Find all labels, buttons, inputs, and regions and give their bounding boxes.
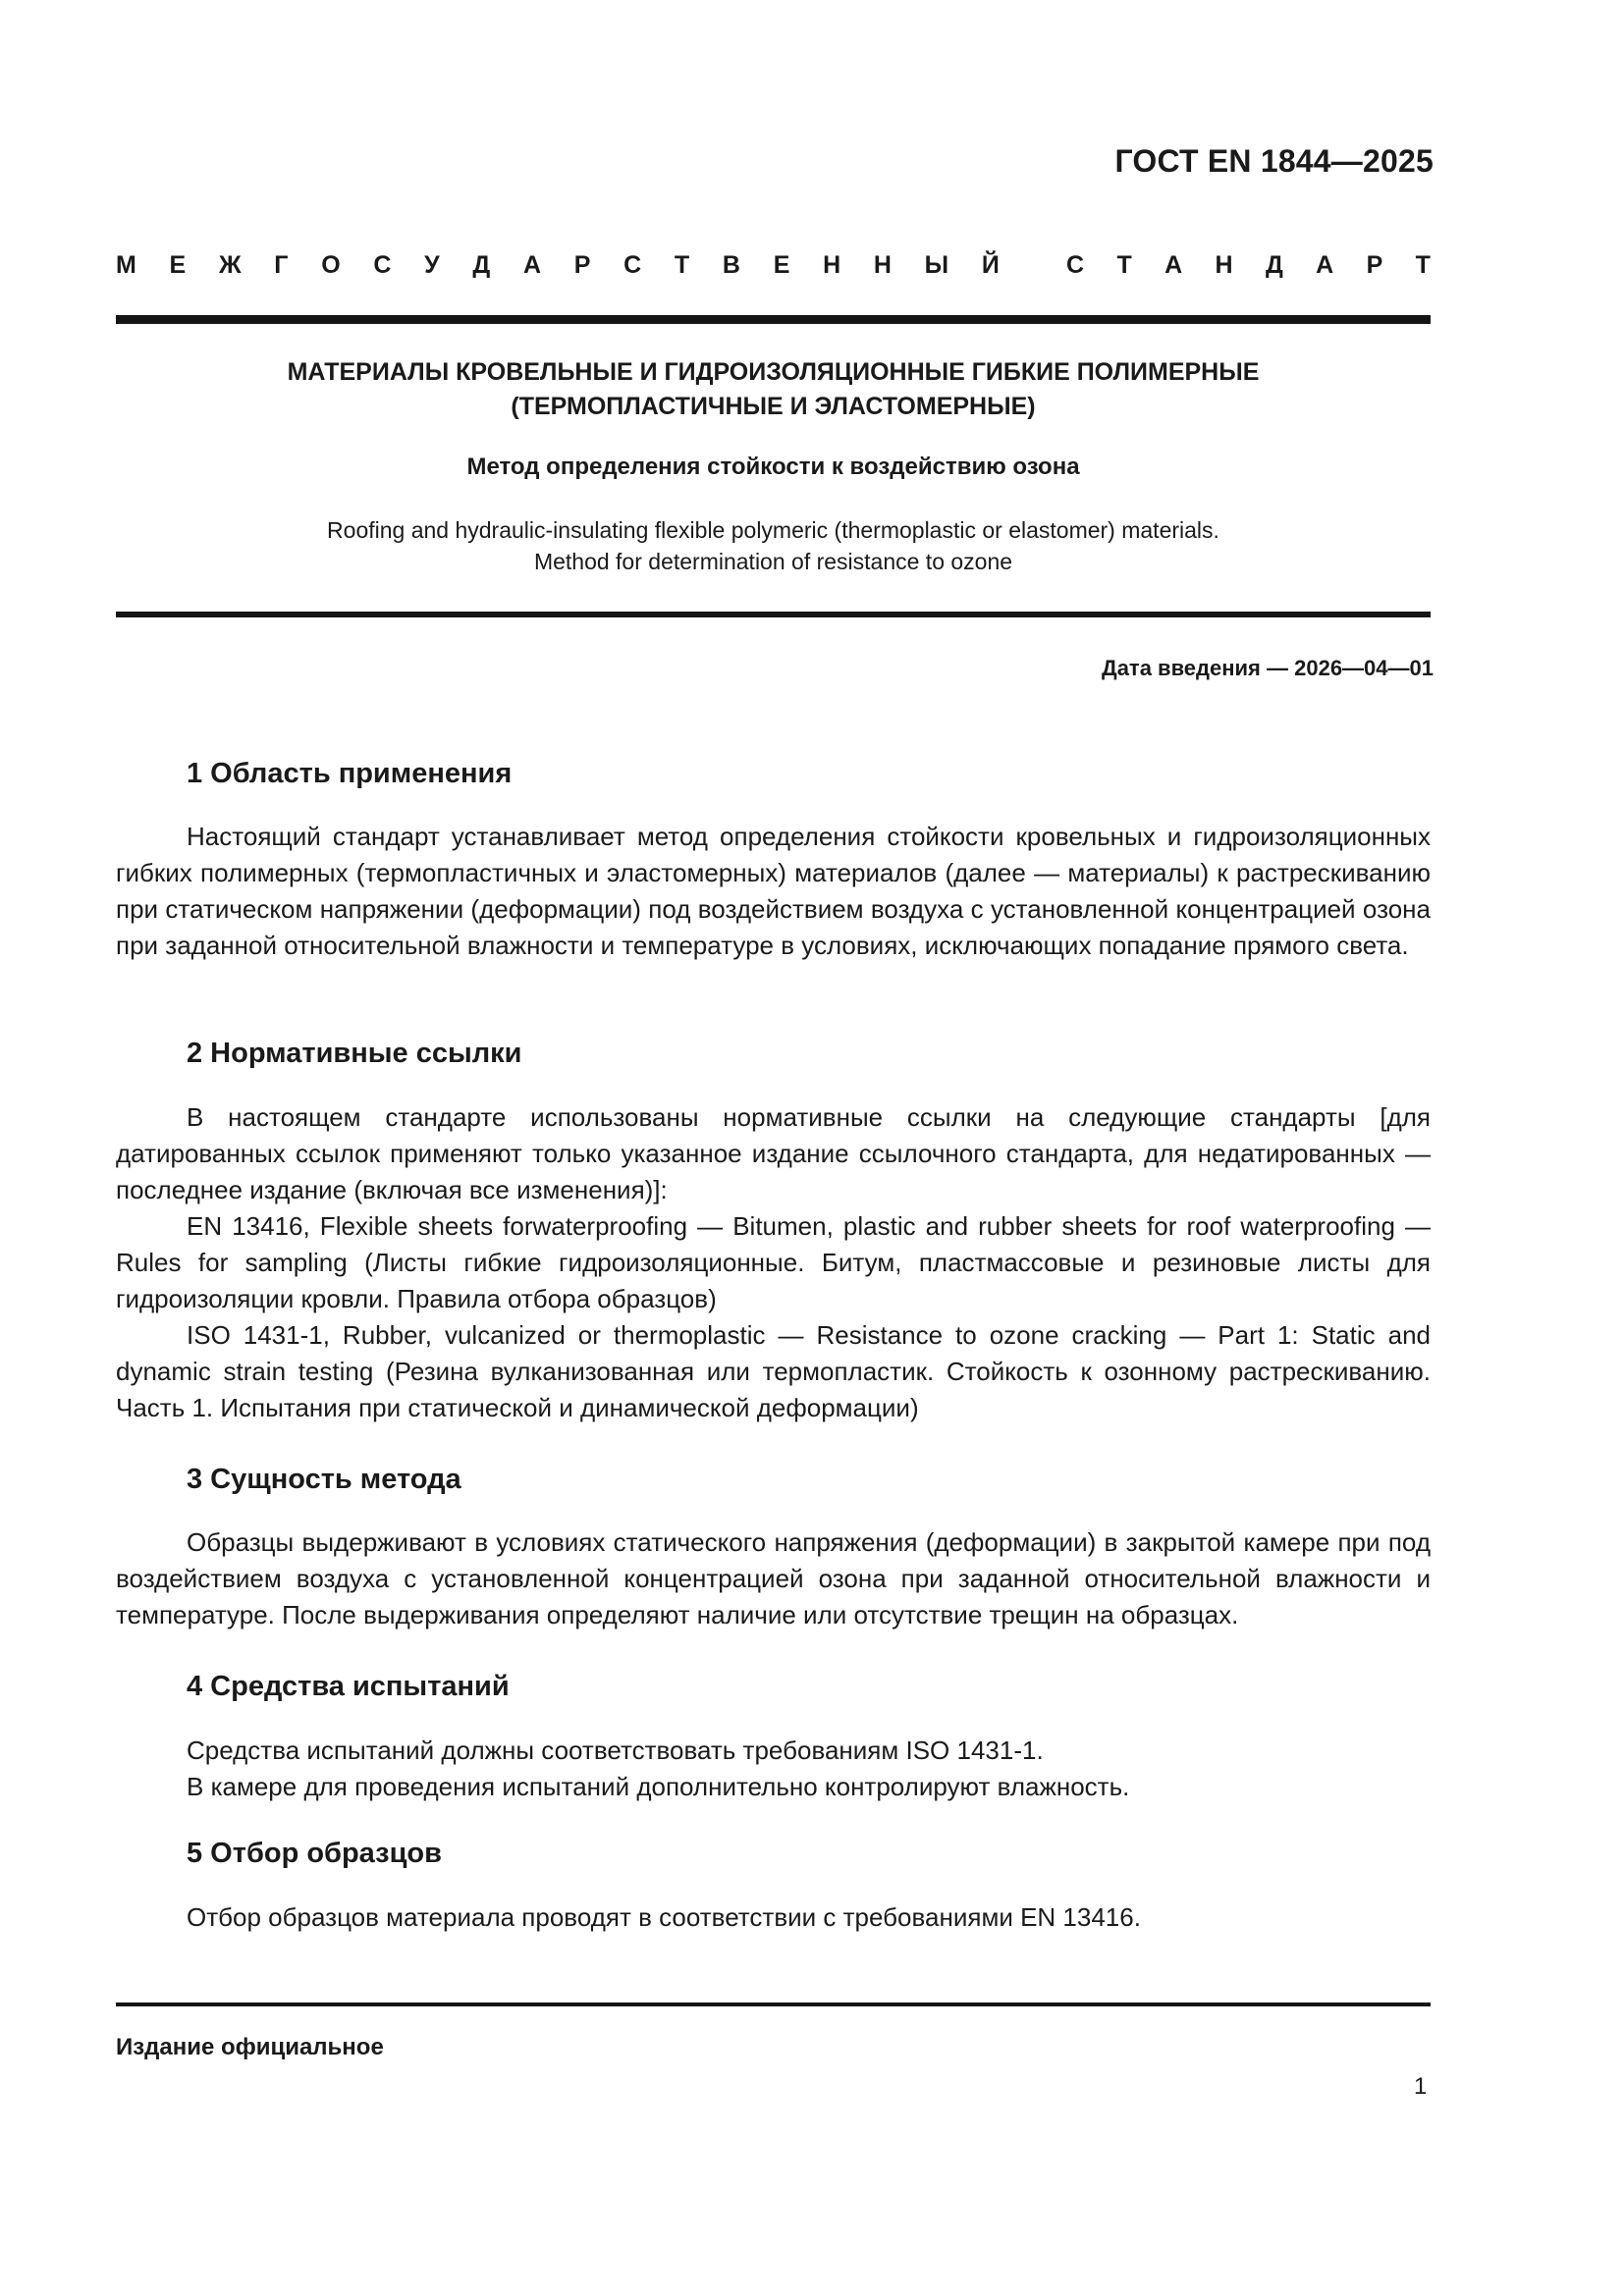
category-letter: Н	[873, 251, 892, 279]
document-subtitle: Метод определения стойкости к воздействию озона	[466, 454, 1080, 480]
standard-category	[116, 251, 1431, 280]
category-letter: С	[623, 251, 642, 279]
category-letter: В	[722, 251, 740, 279]
title-line-1: МАТЕРИАЛЫ КРОВЕЛЬНЫЕ И ГИДРОИЗОЛЯЦИОННЫЕ ГИБКИЕ ПОЛИМЕРНЫЕ	[287, 358, 1260, 386]
title-line-2: (ТЕРМОПЛАСТИЧНЫЕ И ЭЛАСТОМЕРНЫЕ)	[511, 393, 1036, 420]
title-rule-divider	[116, 612, 1431, 617]
category-letter: Й	[981, 251, 1000, 279]
english-title-line-1: Roofing and hydraulic-insulating flexible polymeric (thermoplastic or elastomer) materials.	[327, 517, 1219, 543]
category-letter: Р	[1366, 251, 1383, 279]
category-letter: Р	[573, 251, 591, 279]
category-letter: С	[373, 251, 392, 279]
reference-iso-1431-1: ISO 1431-1, Rubber, vulcanized or thermoplastic — Resistance to ozone cracking — Part 1: Static and dynamic strain testing (Резина вулканизованная или термопластик. Стойкость к озонному растрескиванию. Часть 1. Испытания при статической и динамической деформации)	[116, 1320, 1431, 1422]
category-letter: А	[1316, 251, 1334, 279]
document-title	[116, 355, 1431, 424]
page-number: 1	[1414, 2073, 1428, 2100]
section-4-heading: 4 Средства испытаний	[187, 1671, 510, 1702]
category-letter: Ж	[218, 251, 242, 279]
introduction-date: Дата введения — 2026—04—01	[1102, 656, 1434, 680]
section-3-paragraph: Образцы выдерживают в условиях статического напряжения (деформации) в закрытой камере при под воздействием воздуха с установленной концентрацией озона при заданной относительной влажности и температуре. После выдерживания определяют наличие или отсутствие трещин на образцах.	[116, 1527, 1431, 1629]
category-letter: С	[1066, 251, 1085, 279]
category-word-interstate	[116, 251, 1000, 280]
section-3-heading: 3 Сущность метода	[187, 1464, 461, 1495]
category-letter: А	[522, 251, 542, 279]
section-1-paragraph: Настоящий стандарт устанавливает метод определения стойкости кровельных и гидроизоляционных гибких полимерных (термопластичных и эластомерных) материалов (далее — материалы) к растрескиванию при статическом напряжении (деформации) под воздействием воздуха с установленной концентрацией озона при заданной относительной влажности и температуре в условиях, исключающих попадание прямого света.	[116, 822, 1431, 960]
standard-id: ГОСТ EN 1844—2025	[1114, 143, 1434, 179]
section-4-paragraph-2: В камере для проведения испытаний дополнительно контролируют влажность.	[187, 1772, 1130, 1801]
category-letter: Н	[823, 251, 841, 279]
section-1-heading: 1 Область применения	[187, 758, 513, 789]
section-4-paragraph-1: Средства испытаний должны соответствовать требованиям ISO 1431-1.	[187, 1735, 1044, 1765]
category-letter: Е	[169, 251, 187, 279]
english-title	[116, 514, 1431, 577]
footer-rule-divider	[116, 2002, 1431, 2006]
category-letter: Ы	[924, 251, 949, 279]
top-rule-divider	[116, 315, 1431, 324]
category-letter: О	[321, 251, 341, 279]
category-letter: Д	[472, 251, 491, 279]
category-letter: Г	[274, 251, 289, 279]
category-letter: Т	[674, 251, 690, 279]
category-letter: А	[1164, 251, 1183, 279]
official-edition-label: Издание официальное	[116, 2034, 384, 2060]
category-letter: М	[116, 251, 136, 279]
category-letter: Н	[1215, 251, 1233, 279]
section-5-heading: 5 Отбор образцов	[187, 1838, 442, 1869]
section-5-paragraph: Отбор образцов материала проводят в соответствии с требованиями EN 13416.	[187, 1902, 1141, 1932]
section-2-paragraph-intro: В настоящем стандарте использованы нормативные ссылки на следующие стандарты [для датированных ссылок применяют только указанное издание ссылочного стандарта, для недатированных — последнее издание (включая все изменения)]:	[116, 1102, 1431, 1204]
category-letter: Т	[1116, 251, 1132, 279]
category-word-standard	[1066, 251, 1431, 280]
category-letter: У	[424, 251, 440, 279]
section-2-heading: 2 Нормативные ссылки	[187, 1038, 522, 1069]
reference-en-13416: EN 13416, Flexible sheets forwaterproofing — Bitumen, plastic and rubber sheets for roof waterproofing — Rules for sampling (Листы гибкие гидроизоляционные. Битум, пластмассовые и резиновые листы для гидроизоляции кровли. Правила отбора образцов)	[116, 1211, 1431, 1313]
category-letter: Т	[1415, 251, 1431, 279]
english-title-line-2: Method for determination of resistance to ozone	[533, 549, 1013, 574]
category-letter: Е	[773, 251, 790, 279]
category-letter: Д	[1265, 251, 1283, 279]
